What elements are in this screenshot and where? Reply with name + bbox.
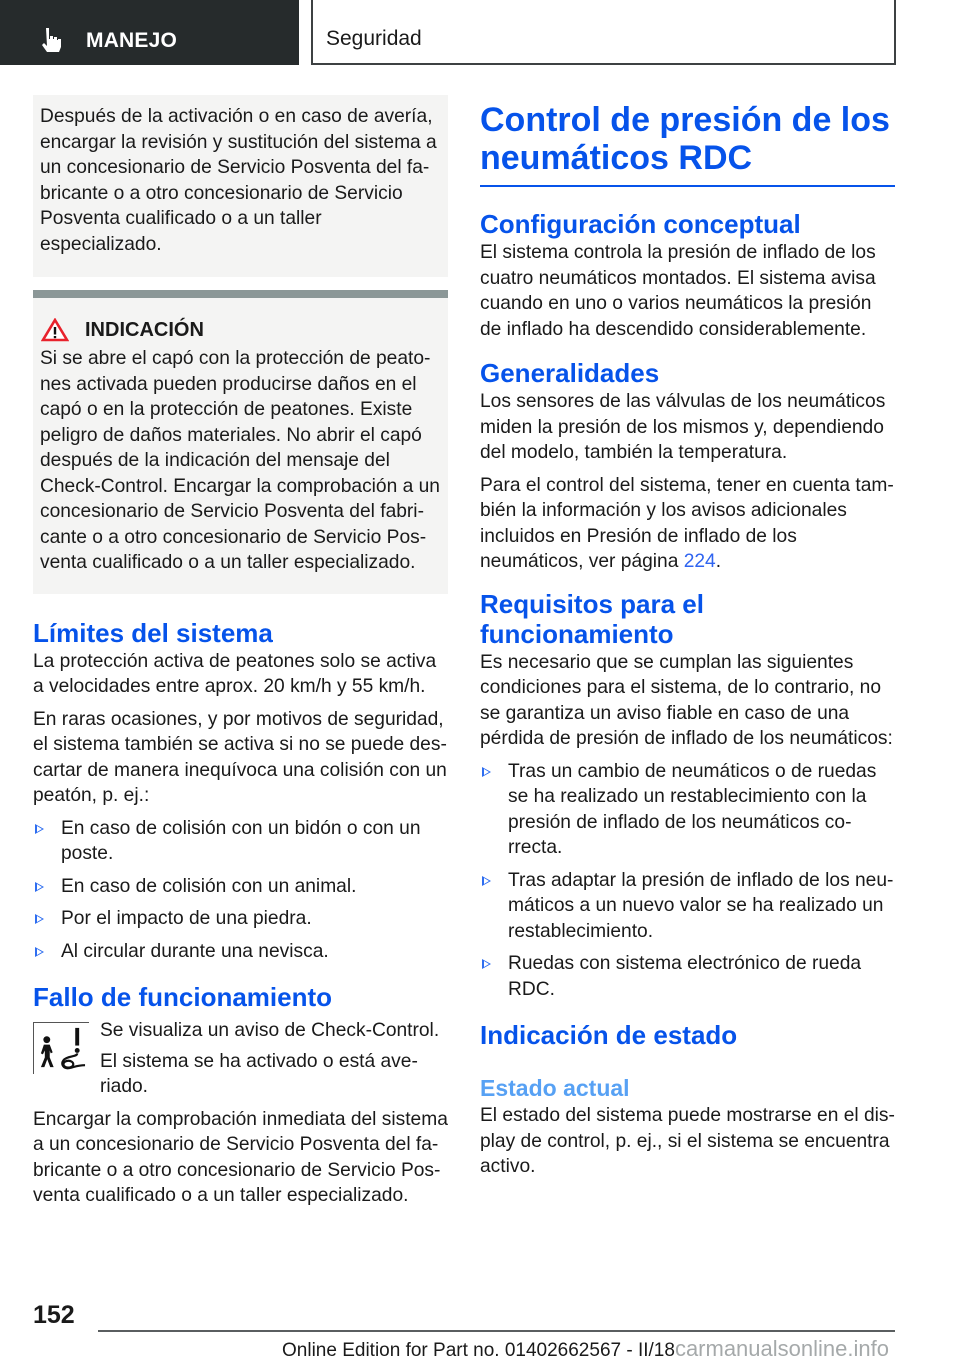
check-control-row [33, 1018, 448, 1105]
right-column [480, 95, 895, 1187]
subheading-current-status: Estado actual [480, 1075, 630, 1101]
edition-text: Online Edition for Part no. 01402662567 - II/18 [282, 1340, 675, 1361]
note-text: Después de la activación o en caso de avería, encargar la revisión y sustitución del sistema a un concesionario de Servicio Posventa del fabricante o a otro concesionario de Servicio Posventa cualificado o a un taller especializado. [40, 106, 437, 255]
requirements-list [480, 759, 895, 1003]
warning-title-text: INDICACIÓN [85, 318, 204, 341]
heading-status: Indicación de estado [480, 1020, 738, 1050]
failure-line-2: El sistema se ha activado o está averiado. [100, 1050, 418, 1097]
page-title: Control de presión de los neumáticos RDC [480, 101, 890, 177]
footer-rule [98, 1330, 895, 1332]
triangle-bullet-icon [482, 767, 491, 777]
triangle-bullet-icon [482, 959, 491, 969]
limits-paragraph-1: La protección activa de peatones solo se activa a velocidades entre aprox. 20 km/h y 55 km/h. [33, 650, 437, 697]
left-column [33, 95, 448, 1216]
heading-failure: Fallo de funcionamiento [33, 982, 333, 1012]
page-reference-link[interactable]: 224 [683, 551, 716, 572]
triangle-bullet-icon [482, 876, 491, 886]
warning-title [40, 318, 440, 342]
warning-box [33, 298, 448, 594]
failure-paragraph: Encargar la comprobación inmediata del sistema a un concesionario de Servicio Posventa del fabricante o a otro concesionario de Servicio Posventa cualificado o a un taller especializado. [33, 1108, 448, 1206]
warning-triangle-icon [41, 318, 69, 342]
limits-list [33, 816, 448, 965]
list-item: En caso de colisión con un bidón o con un poste. [33, 816, 448, 867]
list-item: Al circular durante una nevisca. [33, 939, 448, 965]
general-paragraph-2: Para el control del sistema, tener en cuenta también la información y los avisos adicionales incluidos en Presión de inflado de los neumáticos, ver página 224. [480, 474, 894, 572]
chapter-label: Seguridad [326, 27, 422, 50]
check-control-texts [100, 1018, 448, 1105]
heading-limits: Límites del sistema [33, 617, 273, 648]
triangle-bullet-icon [35, 882, 44, 892]
concept-paragraph: El sistema controla la presión de inflado de los cuatro neumáticos montados. El sistema avisa cuando en uno o varios neumáticos la presión de inflado ha descendido considerablemente. [480, 242, 876, 340]
section-tab [0, 0, 299, 65]
warning-text: Si se abre el capó con la protección de peatones activada pueden producirse daños en el capó o en la protección de peatones. Existe peligro de daños materiales. No abrir el capó después de la indicación del mensaje del Check-Control. Encargar la comprobación a un concesionario de Servicio Posventa del fabricante o a otro concesionario de Servicio Posventa cualificado o a un taller especializado. [40, 348, 440, 573]
list-item: En caso de colisión con un animal. [33, 874, 448, 900]
triangle-bullet-icon [35, 914, 44, 924]
heading-requirements: Requisitos para el funcionamiento [480, 588, 704, 649]
footer-edition [282, 1336, 889, 1362]
warning-divider [33, 290, 448, 298]
note-box [33, 95, 448, 277]
list-item: Tras un cambio de neumáticos o de ruedas se ha realizado un restablecimiento con la presión de inflado de los neumáticos correcta. [480, 759, 895, 861]
section-label: MANEJO [86, 29, 178, 52]
heading-general: Generalidades [480, 358, 660, 388]
hand-pointer-icon [40, 27, 64, 53]
general-paragraph-1: Los sensores de las válvulas de los neumáticos miden la presión de los mismos y, dependiendo del modelo, también la temperatura. [480, 391, 886, 463]
page-number: 152 [33, 1301, 75, 1329]
watermark: carmanualsonline.info [674, 1336, 889, 1361]
chapter-tab [311, 0, 896, 65]
title-rule [480, 185, 895, 187]
failure-line-1: Se visualiza un aviso de Check-Control. [100, 1020, 440, 1041]
requirements-paragraph: Es necesario que se cumplan las siguientes condiciones para el sistema, de lo contrario, no se garantiza un aviso fiable en caso de una pérdida de presión de inflado de los neumáticos: [480, 651, 893, 749]
list-item: Tras adaptar la presión de inflado de los neumáticos a un nuevo valor se ha realizado un restablecimiento. [480, 868, 895, 945]
triangle-bullet-icon [35, 947, 44, 957]
list-item: Por el impacto de una piedra. [33, 906, 448, 932]
pedestrian-warning-icon [33, 1022, 89, 1074]
limits-paragraph-2: En raras ocasiones, y por motivos de seguridad, el sistema también se activa si no se puede descartar de manera inequívoca una colisión con un peatón, p. ej.: [33, 708, 447, 806]
list-item: Ruedas con sistema electrónico de rueda RDC. [480, 951, 895, 1002]
status-paragraph: El estado del sistema puede mostrarse en el display de control, p. ej., si el sistema se encuentra activo. [480, 1105, 895, 1177]
triangle-bullet-icon [35, 824, 44, 834]
heading-concept: Configuración conceptual [480, 209, 801, 239]
